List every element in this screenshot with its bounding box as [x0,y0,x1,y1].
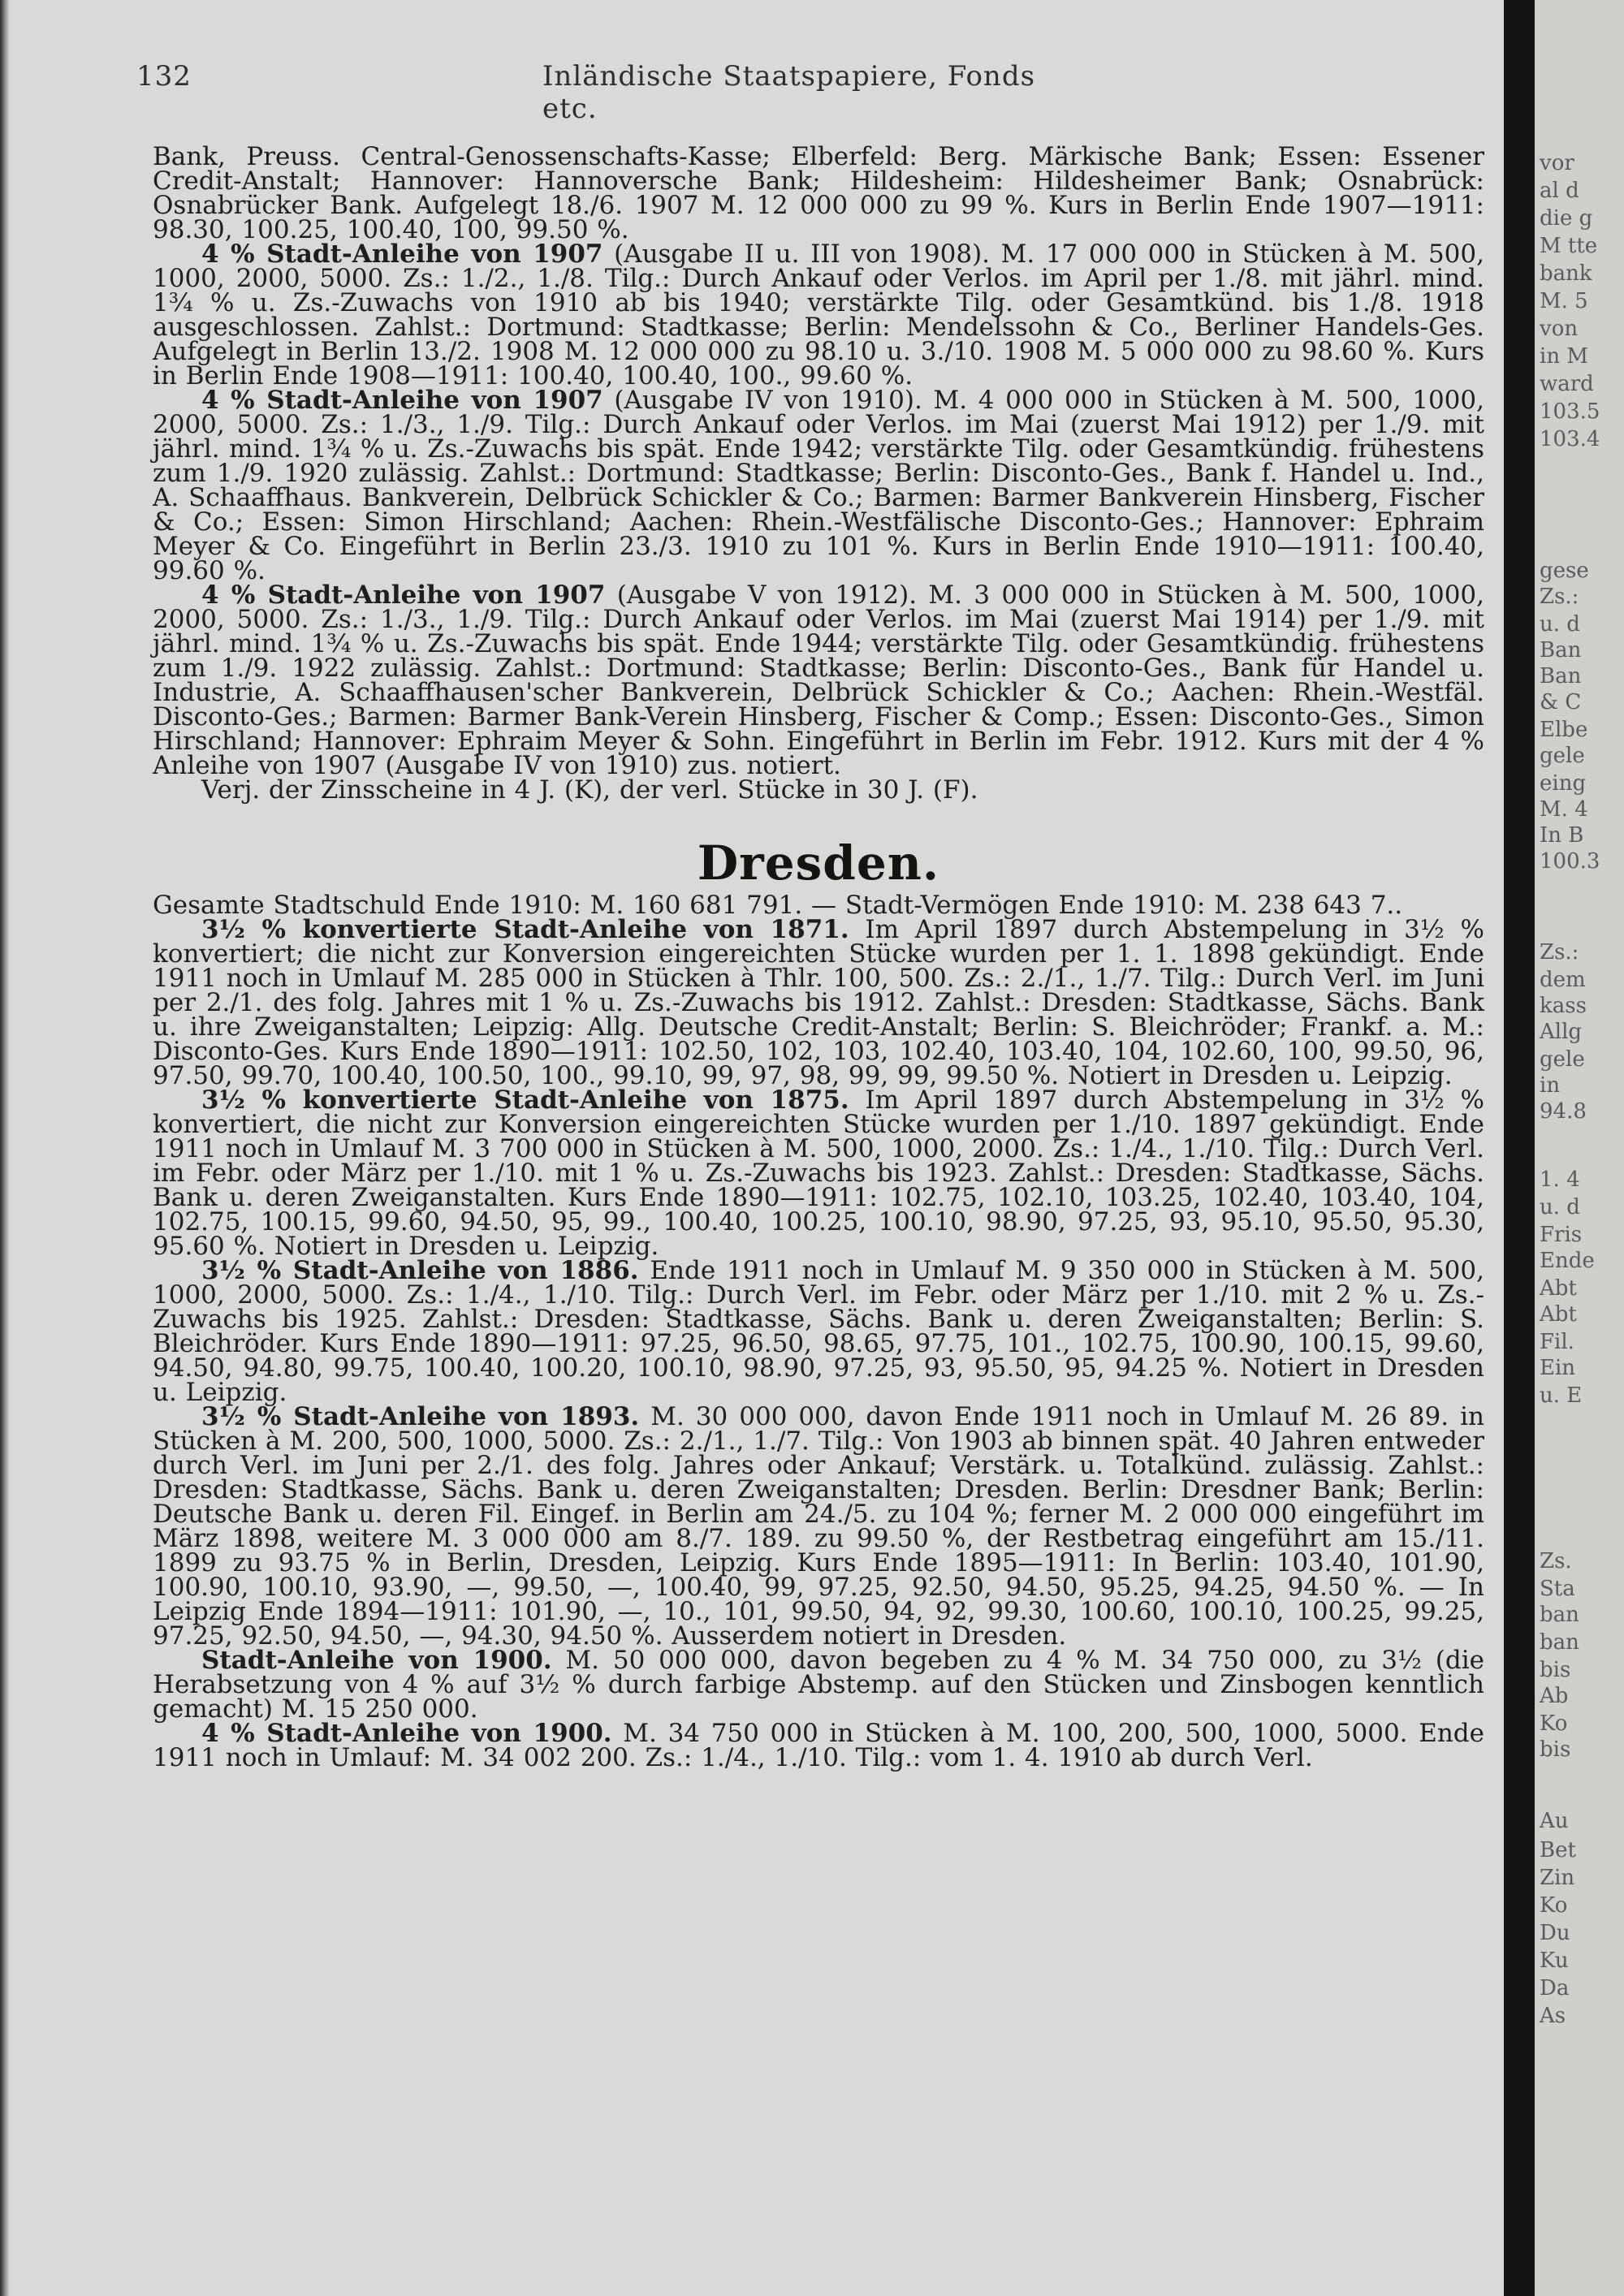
bleed-text-fragment: Ko [1540,1711,1568,1736]
bleed-text-fragment: al d [1540,179,1579,203]
running-title: Inländische Staatspapiere, Fonds etc. [542,60,1036,125]
bleed-text-fragment: Abt [1540,1276,1577,1301]
entry-text: M. 30 000 000, davon Ende 1911 noch in Umlauf M. 26 89. in Stücken à M. 200, 500, 1000, 5000. Zs.: 2./1., 1./7. Tilg.: Von 1903 ab binnen spät. 40 Jahren entweder durch Verl. im Juni per 2./1. des folg. Jahres oder Ankauf; Verstärk. u. Totalkünd. zulässig. Zahlst.: Dresden: Stadtkasse, Sächs. Bank u. deren Zweiganstalten; Dresden. Berlin: Dresdner Bank; Berlin: Deutsche Bank u. deren Fil. Eingef. in Berlin am 24./5. zu 104 %; ferner M. 2 000 000 eingeführt im März 1898, weitere M. 3 000 000 am 8./7. 189. zu 99.50 %, der Restbetrag eingeführt am 15./11. 1899 zu 93.75 % in Berlin, Dresden, Leipzig. Kurs Ende 1895—1911: In Berlin: 103.40, 101.90, 100.90, 100.10, 93.90, —, 99.50, —, 100.40, 99, 97.25, 92.50, 94.50, 95.25, 94.25, 94.50 %. — In Leipzig Ende 1894—1911: 101.90, —, 10., 101, 99.50, 94, 92, 99.30, 100.60, 100.10, 100.25, 99.25, 97.25, 92.50, 94.50, —, 94.30, 94.50 %. Ausserdem notiert in Dresden. [153,1402,1484,1651]
bleed-text-fragment: Fil. [1540,1330,1574,1354]
bleed-text-fragment: M tte [1540,234,1598,258]
bleed-text-fragment: bis [1540,1737,1571,1762]
page-header [136,60,1078,125]
bleed-text-fragment: Ein [1540,1356,1576,1380]
bleed-text-fragment: 94.8 [1540,1099,1587,1124]
page-body [153,142,1485,1772]
entry-text: Im April 1897 durch Abstempelung in 3½ % konvertiert, die nicht zur Konversion eingereichten Stücke wurden per 1./10. 1897 gekündigt. Ende 1911 noch in Umlauf M. 3 700 000 in Stücken à M. 500, 1000, 2000. Zs.: 1./4., 1./10. Tilg.: Durch Verl. im Febr. oder März per 1./10. mit 1 % u. Zs.-Zuwachs bis 1923. Zahlst.: Dresden: Stadtkasse, Sächs. Bank u. deren Zweiganstalten. Kurs Ende 1890—1911: 102.75, 102.10, 103.25, 102.40, 103.40, 104, 102.75, 100.15, 99.60, 94.50, 95, 99., 100.40, 100.25, 100.10, 98.90, 97.25, 93, 95.10, 95.50, 95.30, 95.60 %. Notiert in Dresden u. Leipzig. [153,1085,1485,1261]
section-heading: Dresden. [697,835,940,891]
paragraph [153,1258,1484,1405]
page-number: 132 [136,60,192,93]
bleed-text-fragment: Ende [1540,1249,1595,1273]
bleed-text-fragment: in M [1540,344,1588,369]
paragraph [153,388,1484,583]
bleed-text-fragment: & C [1540,690,1582,714]
paragraph [153,1085,1485,1261]
entry-title: 3½ % konvertierte Stadt-Anleihe von 1871. [201,915,849,944]
bleed-text-fragment: gese [1540,559,1589,583]
bleed-text-fragment: gele [1540,1047,1585,1072]
bleed-text-fragment: As [1540,2004,1566,2028]
paragraph [153,1646,1484,1724]
entry-text: (Ausgabe II u. III von 1908). M. 17 000 000 in Stücken à M. 500, 1000, 2000, 5000. Zs.: 1./2., 1./8. Tilg.: Durch Ankauf oder Verlos. im April per 1./8. mit jährl. mind. 1¾ % u. Zs.-Zuwachs von 1910 ab bis 1940; verstärkte Tilg. oder Gesamtkünd. bis 1./8. 1918 ausgeschlossen. Zahlst.: Dortmund: Stadtkasse; Berlin: Mendelssohn & Co., Berliner Handels-Ges. Aufgelegt in Berlin 13./2. 1908 M. 12 000 000 zu 98.10 u. 3./10. 1908 M. 5 000 000 zu 98.60 %. Kurs in Berlin Ende 1908—1911: 100.40, 100.40, 100., 99.60 %. [153,240,1484,391]
bleed-text-fragment: Zs.: [1540,940,1579,965]
paragraph [153,580,1484,780]
bleed-text-fragment: in [1540,1073,1561,1098]
paragraph [153,891,1484,920]
paragraph [153,1402,1484,1651]
bleed-text-fragment: u. d [1540,1195,1580,1219]
bleed-text-fragment: u. d [1540,612,1580,637]
entry-title: 4 % Stadt-Anleihe von 1907 [201,386,603,415]
entry-title: 4 % Stadt-Anleihe von 1907 [201,240,603,269]
bleed-text-fragment: ban [1540,1603,1579,1627]
bleed-text-fragment: die g [1540,206,1593,231]
bleed-text-fragment: Ab [1540,1684,1569,1708]
paragraph [153,1721,1484,1770]
bleed-text-fragment: Zs.: [1540,585,1579,609]
bleed-text-fragment: eing [1540,771,1587,796]
entry-title: Stadt-Anleihe von 1900. [201,1646,552,1675]
bleed-text-fragment: Da [1540,1976,1570,2000]
entry-title: 3½ % Stadt-Anleihe von 1886. [201,1256,639,1285]
bleed-text-fragment: Zin [1540,1866,1575,1890]
bleed-text-fragment: Allg [1540,1020,1583,1044]
bleed-text-fragment: Ko [1540,1893,1568,1918]
paragraph [153,142,1484,244]
bleed-text-fragment: Bet [1540,1838,1576,1862]
bleed-text-fragment: 1. 4 [1540,1167,1580,1192]
entry-text: Verj. der Zinsscheine in 4 J. (K), der verl. Stücke in 30 J. (F). [201,775,978,805]
bleed-text-fragment: Au [1540,1809,1569,1833]
entry-text: (Ausgabe V von 1912). M. 3 000 000 in Stücken à M. 500, 1000, 2000, 5000. Zs.: 1./3., 1./9. Tilg.: Durch Ankauf oder Verlos. im Mai (zuerst Mai 1914) per 1./9. mit jährl. mind. 1¾ % u. Zs.-Zuwachs bis spät. Ende 1944; verstärkte Tilg. oder Gesamtkündig. frühestens zum 1./9. 1922 zulässig. Zahlst.: Dortmund: Stadtkasse; Berlin: Disconto-Ges., Bank für Handel u. Industrie, A. Schaaffhausen'scher Bankverein, Delbrück Schickler & Co.; Aachen: Rhein.-Westfäl. Disconto-Ges.; Barmen: Barmer Bank-Verein Hinsberg, Fischer & Comp.; Essen: Disconto-Ges., Simon Hirschland; Hannover: Ephraim Meyer & Sohn. Eingeführt in Berlin im Febr. 1912. Kurs mit der 4 % Anleihe von 1907 (Ausgabe IV von 1910) zus. notiert. [153,580,1484,780]
bleed-text-fragment: 103.4 [1540,427,1600,451]
bleed-text-fragment: M. 4 [1540,797,1588,822]
bleed-text-fragment: bis [1540,1658,1571,1682]
bleed-text-fragment: bank [1540,261,1592,286]
bleed-text-fragment: dem [1540,968,1586,992]
entry-text: Gesamte Stadtschuld Ende 1910: M. 160 681 791. — Stadt-Vermögen Ende 1910: M. 238 643 7.. [153,891,1403,920]
facing-page-bleed [1535,0,1624,2296]
bleed-text-fragment: Fris [1540,1223,1583,1247]
bleed-text-fragment: Elbe [1540,718,1588,742]
entry-text: M. 50 000 000, davon begeben zu 4 % M. 34 750 000, zu 3½ (die Herabsetzung von 4 % auf 3½ % durch farbige Abstemp. auf den Stücken und Zinsbogen kenntlich gemacht) M. 15 250 000. [153,1646,1484,1724]
bleed-text-fragment: Sta [1540,1577,1575,1601]
bleed-text-fragment: 103.5 [1540,399,1600,424]
entry-text: Ende 1911 noch in Umlauf M. 9 350 000 in Stücken à M. 500, 1000, 2000, 5000. Zs.: 1./4., 1./10. Tilg.: Durch Verl. im Febr. oder März per 1./10. mit 2 % u. Zs.-Zuwachs bis 1925. Zahlst.: Dresden: Stadtkasse, Sächs. Bank u. deren Zweiganstalten; Berlin: S. Bleichröder. Kurs Ende 1890—1911: 97.25, 96.50, 98.65, 97.75, 101., 102.75, 100.90, 100.15, 99.60, 94.50, 94.80, 99.75, 100.40, 100.20, 100.10, 98.90, 97.25, 93, 95.50, 95, 94.25 %. Notiert in Dresden u. Leipzig. [153,1256,1484,1407]
entry-text: Bank, Preuss. Central-Genossenschafts-Kasse; Elberfeld: Berg. Märkische Bank; Essen: Essener Credit-Anstalt; Hannover: Hannoversche Bank; Hildesheim: Hildesheimer Bank; Osnabrück: Osnabrücker Bank. Aufgelegt 18./6. 1907 M. 12 000 000 zu 99 %. Kurs in Berlin Ende 1907—1911: 98.30, 100.25, 100.40, 100, 99.50 %. [153,142,1484,244]
bleed-text-fragment: Ku [1540,1949,1569,1973]
bleed-text-fragment: Abt [1540,1302,1577,1327]
entry-title: 3½ % konvertierte Stadt-Anleihe von 1875. [201,1085,849,1115]
page-left-edge [0,0,10,2296]
bleed-text-fragment: ward [1540,372,1594,396]
bleed-text-fragment: 100.3 [1540,849,1600,874]
paragraph [153,240,1484,391]
bleed-text-fragment: Ban [1540,664,1582,688]
entry-text: (Ausgabe IV von 1910). M. 4 000 000 in Stücken à M. 500, 1000, 2000, 5000. Zs.: 1./3., 1./9. Tilg.: Durch Ankauf oder Verlos. im Mai (zuerst Mai 1912) per 1./9. mit jährl. mind. 1¾ % u. Zs.-Zuwachs bis spät. Ende 1942; verstärkte Tilg. oder Gesamtkündig. frühestens zum 1./9. 1920 zulässig. Zahlst.: Dortmund: Stadtkasse; Berlin: Disconto-Ges., Bank f. Handel u. Ind., A. Schaaffhaus. Bankverein, Delbrück Schickler & Co.; Barmen: Barmer Bankverein Hinsberg, Fischer & Co.; Essen: Simon Hirschland; Aachen: Rhein.-Westfälische Disconto-Ges.; Hannover: Ephraim Meyer & Co. Eingeführt in Berlin 23./3. 1910 zu 101 %. Kurs in Berlin Ende 1910—1911: 100.40, 99.60 %. [153,386,1484,585]
bleed-text-fragment: ban [1540,1630,1579,1655]
bleed-text-fragment: von [1540,317,1579,341]
bleed-text-fragment: In B [1540,823,1584,848]
bleed-text-fragment: Du [1540,1921,1570,1945]
bleed-text-fragment: kass [1540,994,1587,1018]
bleed-text-fragment: gele [1540,744,1585,768]
book-gutter [1504,0,1535,2296]
entry-text: Im April 1897 durch Abstempelung in 3½ % konvertiert; die nicht zur Konversion eingereichten Stücke wurden per 1. 1. 1898 gekündigt. Ende 1911 noch in Umlauf M. 285 000 in Stücken à Thlr. 100, 500. Zs.: 2./1., 1./7. Tilg.: Durch Verl. im Juni per 2./1. des folg. Jahres mit 1 % u. Zs.-Zuwachs bis 1912. Zahlst.: Dresden: Stadtkasse, Sächs. Bank u. ihre Zweiganstalten; Leipzig: Allg. Deutsche Credit-Anstalt; Berlin: S. Bleichröder; Frankf. a. M.: Disconto-Ges. Kurs Ende 1890—1911: 102.50, 102, 103, 102.40, 103.40, 104, 102.60, 100, 99.50, 96, 97.50, 99.70, 100.40, 100.50, 100., 99.10, 99, 97, 98, 99, 99, 99.50 %. Notiert in Dresden u. Leipzig. [153,915,1485,1090]
bleed-text-fragment: M. 5 [1540,289,1588,313]
bleed-text-fragment: u. E [1540,1383,1583,1408]
entry-text: M. 34 750 000 in Stücken à M. 100, 200, 500, 1000, 5000. Ende 1911 noch in Umlauf: M. 34 002 200. Zs.: 1./4., 1./10. Tilg.: vom 1. 4. 1910 ab durch Verl. [153,1719,1484,1772]
bleed-text-fragment: Zs. [1540,1549,1572,1573]
paragraph [153,917,1484,1088]
entry-title: 4 % Stadt-Anleihe von 1907 [201,580,606,610]
paragraph [153,775,1484,805]
bleed-text-fragment: vor [1540,151,1574,175]
entry-title: 3½ % Stadt-Anleihe von 1893. [201,1402,640,1431]
bleed-text-fragment: Ban [1540,638,1582,662]
entry-title: 4 % Stadt-Anleihe von 1900. [201,1719,612,1748]
